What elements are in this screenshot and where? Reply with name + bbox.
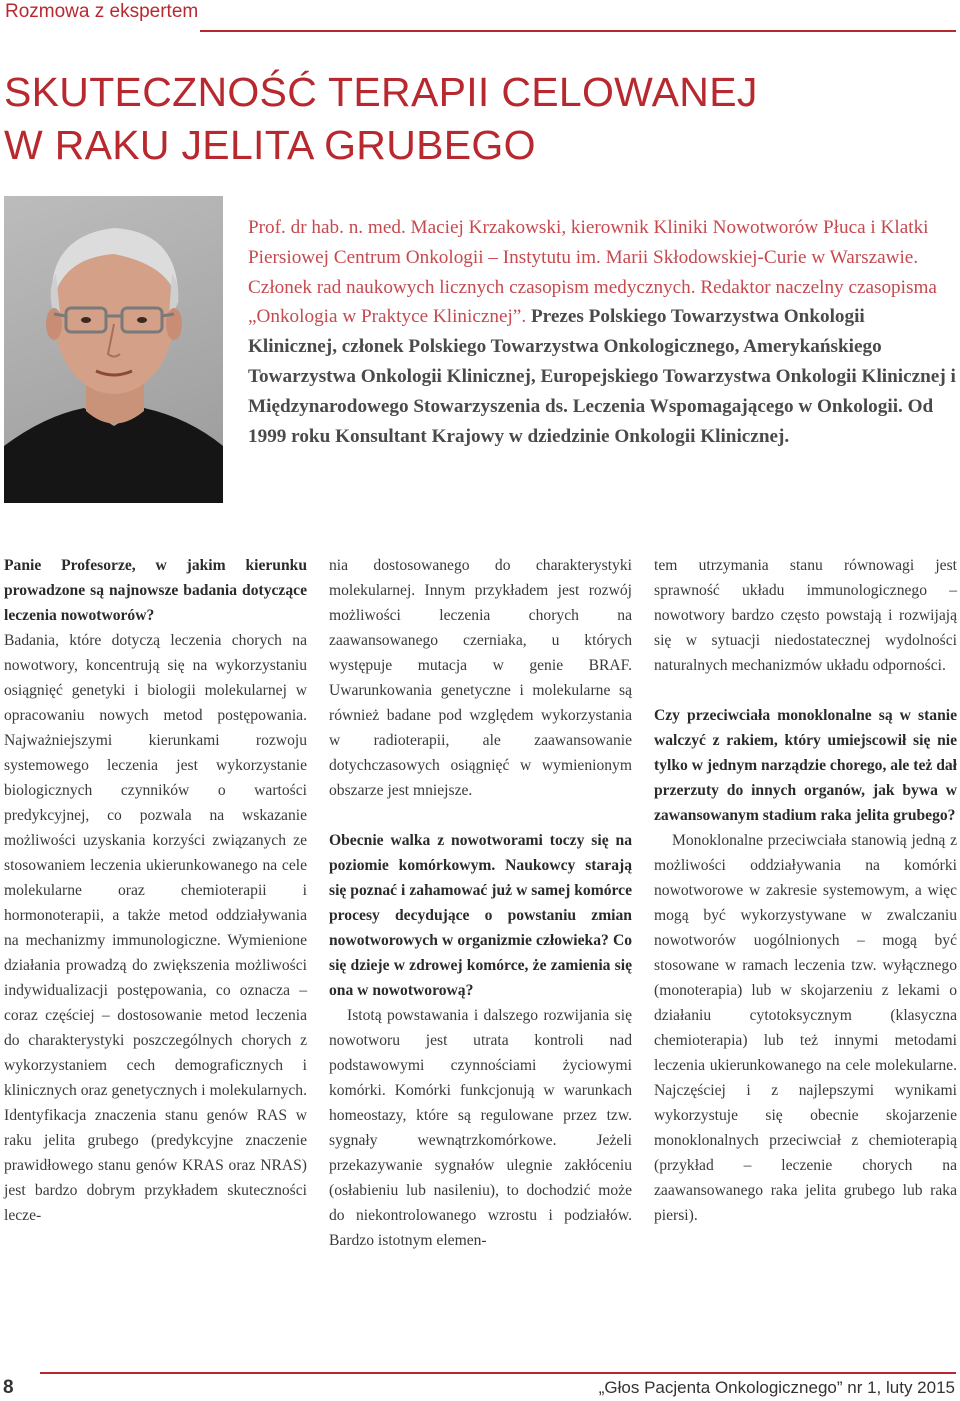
article-title — [4, 66, 944, 172]
interview-answer-3: Monoklonalne przeciwciała stanowią jedną z możliwości oddziaływania na komórki nowotworowe w zakresie systemowym, a więc mogą być wykorzystywane w zwalczaniu nowotworów uogólnionych – mogą być stosowane w ramach leczenia tzw. wyłącznego (monoterapia) lub w skojarzeniu z lekami o działaniu cytotoksycznym (klasyczna chemioterapia) lub też innymi metodami leczenia ukierunkowanego na cele molekularne. Najczęściej i z najlepszymi wynikami wykorzystuje się obecnie skojarzenie monoklonalnych przeciwciał z chemioterapią (przykład – leczenie chorych na zaawansowanego raka jelita grubego lub raka piersi). — [654, 832, 957, 1224]
interview-question-1: Panie Profesorze, w jakim kierunku prowadzone są najnowsze badania dotyczące leczenia nowotworów? — [4, 557, 307, 624]
interview-question-2: Obecnie walka z nowotworami toczy się na poziomie komórkowym. Naukowcy starają się poznać i zahamować już w samej komórce procesy decydujące o powstaniu zmian nowotworowych w organizmie człowieka? Co się dzieje w zdrowej komórce, że zamienia się ona w nowotworową? — [329, 832, 632, 999]
page-number: 8 — [3, 1377, 14, 1398]
header-rule — [200, 30, 956, 32]
interview-answer-2-continued: tem utrzymania stanu równowagi jest sprawność układu immunologicznego – nowotwory bardzo często powstają i rozwijają się w sytuacji niedostatecznej wydolności naturalnych mechanizmów układu odporności. — [654, 557, 957, 674]
article-title-line-1: SKUTECZNOŚĆ TERAPII CELOWANEJ — [4, 69, 758, 115]
author-bio-roles: Prezes Polskiego Towarzystwa Onkologii Klinicznej, członek Polskiego Towarzystwa Onkologicznego, Amerykańskiego Towarzystwa Onkologii Klinicznej, Europejskiego Towarzystwa Onkologii Klinicznej i Międzynarodowego Stowarzyszenia ds. Leczenia Wspomagającego w Onkologii. Od 1999 roku Konsultant Krajowy w dziedzinie Onkologii Klinicznej. — [248, 306, 956, 447]
article-column-2 — [329, 553, 632, 1253]
interview-answer-2: Istotą powstawania i dalszego rozwijania się nowotworu jest utrata kontroli nad podstawowymi czynnościami życiowymi komórki. Komórki funkcjonują w warunkach homeostazy, które są regulowane przez tzw. sygnały wewnątrzkomórkowe. Jeżeli przekazywanie sygnałów ulegnie zakłóceniu (osłabieniu lub nasileniu), to dochodzić może do niekontrolowanego wzrostu i podziałów. Bardzo istotnym elemen- — [329, 1007, 632, 1249]
author-bio-affiliation: Prof. dr hab. n. med. Maciej Krzakowski, kierownik Kliniki Nowotworów Płuca i Klatki Piersiowej Centrum Onkologii – Instytutu im. Marii Skłodowskiej-Curie w Warszawie. Członek rad naukowych licznych czasopism medycznych. Redaktor naczelny czasopisma „Onkologia w Praktyce Klinicznej”. — [248, 217, 937, 328]
author-bio — [248, 213, 956, 451]
article-column-3 — [654, 553, 957, 1228]
section-label: Rozmowa z ekspertem — [5, 1, 199, 22]
interview-question-3: Czy przeciwciała monoklonalne są w stanie walczyć z rakiem, który umiejscowił się nie tylko w jednym narządzie chorego, ale też dał przerzuty do innych organów, jak bywa w zawansowanym stadium raka jelita grubego? — [654, 707, 957, 824]
article-title-line-2: W RAKU JELITA GRUBEGO — [4, 122, 536, 168]
author-portrait — [4, 196, 223, 503]
interview-answer-1-continued: nia dostosowanego do charakterystyki molekularnej. Innym przykładem jest rozwój możliwości leczenia chorych na zaawansowanego czerniaka, u których występuje mutacja w genie BRAF. Uwarunkowania genetyczne i molekularne są również badane pod względem wykorzystania w radioterapii, ale zaawansowanie dotychczasowych osiągnięć w wymienionym obszarze jest mniejsze. — [329, 557, 632, 799]
article-column-1 — [4, 553, 307, 1228]
interview-answer-1: Badania, które dotyczą leczenia chorych na nowotwory, koncentrują się na wykorzystaniu osiągnięć genetyki i biologii molekularnej w opracowaniu nowych metod postępowania. Najważniejszymi kierunkami rozwoju systemowego leczenia jest wykorzystanie biologicznych czynników o wartości predykcyjnej, co pozwala na wskazanie możliwości uzyskania korzyści związanych ze stosowaniem leczenia ukierunkowanego na cele molekularne oraz chemioterapii i hormonoterapii, a także metod oddziaływania na mechanizmy immunologiczne. Wymienione działania prowadzą do zwiększenia możliwości indywidualizacji postępowania, co oznacza – coraz częściej – dostosowanie metod leczenia do charakterystyki poszczególnych chorych z wykorzystaniem cech demograficznych i klinicznych oraz genetycznych i molekularnych. Identyfikacja znaczenia stanu genów RAS w raku jelita grubego (predykcyjne znaczenie prawidłowego stanu genów KRAS oraz NRAS) jest bardzo dobrym przykładem skuteczności lecze- — [4, 632, 307, 1224]
footer-rule — [40, 1372, 956, 1374]
publication-info: „Głos Pacjenta Onkologicznego” nr 1, luty 2015 — [598, 1378, 955, 1397]
